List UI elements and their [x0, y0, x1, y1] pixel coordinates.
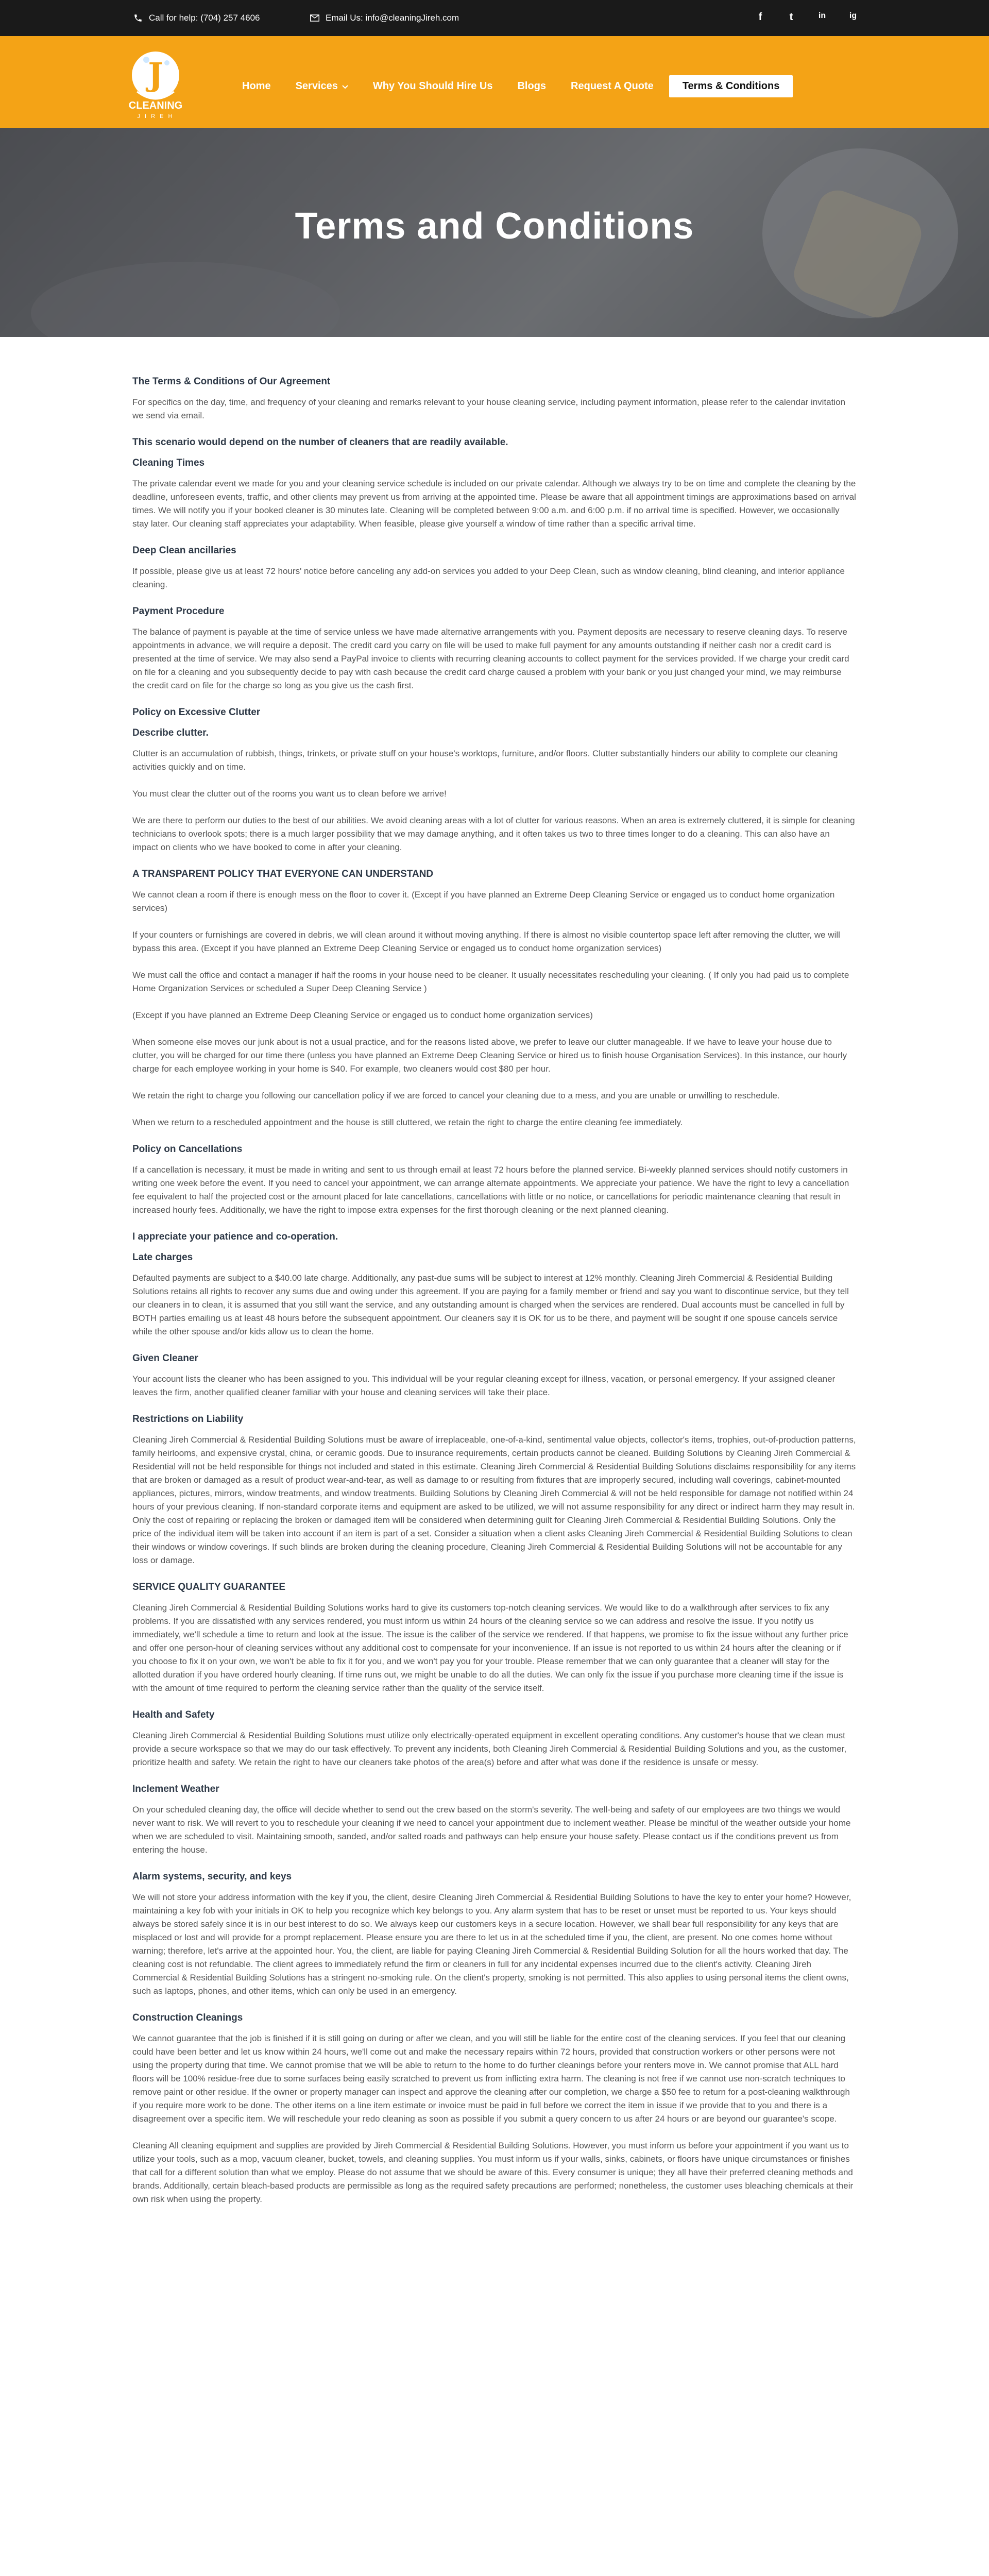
mail-icon [309, 12, 320, 24]
linkedin-icon[interactable]: in [818, 11, 826, 20]
section-heading: Policy on Cancellations [132, 1144, 243, 1155]
social-links [755, 11, 859, 23]
section-heading: Policy on Excessive Clutter [132, 707, 261, 718]
section-heading: Health and Safety [132, 1709, 215, 1720]
phone-text: Call for help: (704) 257 4606 [149, 13, 260, 23]
section-paragraph: We cannot clean a room if there is enough mess on the floor to cover it. (Except if you have planned an Extreme Deep Cleaning Service or engaged us to conduct home organization services) [132, 890, 835, 913]
section-heading: This scenario would depend on the number of cleaners that are readily available. [132, 437, 508, 448]
section-heading: Construction Cleanings [132, 2012, 243, 2023]
nav-services-label: Services [295, 80, 338, 92]
section-heading: Restrictions on Liability [132, 1414, 244, 1425]
phone-icon [132, 12, 144, 24]
svg-text:CLEANING: CLEANING [128, 100, 183, 111]
main-nav [242, 76, 793, 96]
nav-request-quote[interactable]: Request A Quote [571, 80, 654, 92]
section-paragraph: On your scheduled cleaning day, the office will decide whether to send out the crew based on the storm's severity. The well-being and safety of our employees are two things we would never want to risk. We will revert to you to reschedule your cleaning if we need to cancel your appointment due to inclement weather. Please be mindful of the weather outside your home when we are scheduled to visit. Maintaining smooth, sanded, and/or salted roads and pathways can help ensure your house safety. Please contact us if the conditions prevent us from entering the house. [132, 1805, 851, 1855]
section-paragraph: Clutter is an accumulation of rubbish, things, trinkets, or private stuff on your house's worktops, furniture, and/or floors. Clutter substantially hinders our ability to complete our cleaning activities quickly and on time. [132, 749, 838, 772]
section-paragraph: We retain the right to charge you following our cancellation policy if we are forced to cancel your cleaning due to a mess, and you are unable or unwilling to reschedule. [132, 1091, 780, 1100]
section-heading: Cleaning Times [132, 457, 205, 468]
section-heading: A TRANSPARENT POLICY THAT EVERYONE CAN UNDERSTAND [132, 869, 434, 879]
section-heading: Inclement Weather [132, 1784, 219, 1794]
section-paragraph: The private calendar event we made for you and your cleaning service schedule is included on our private calendar. Although we always try to be on time and complete the cleaning by the deadline, unforeseen events, traffic, and other clients may prevent us from arriving at the appointed time. Please be aware that all appointment timings are approximations based on arrival times. We will notify you if your booked cleaner is 30 minutes late. Cleaning will be completed between 9:00 a.m. and 6:00 p.m. if no arrival time is specified. However, we occasionally stay later. Our cleaning staff appreciates your adaptability. When feasible, please give yourself a window of time rather than a specific arrival time. [132, 479, 856, 529]
section-paragraph: For specifics on the day, time, and frequency of your cleaning and remarks relevant to your house cleaning service, including payment information, please refer to the calendar invitation we send via email. [132, 397, 846, 420]
section-paragraph: When someone else moves our junk about is not a usual practice, and for the reasons listed above, we prefer to leave our clutter manageable. If we have to leave your house due to clutter, you will be charged for our time there (unless you have planned an Extreme Deep Cleaning Service or hired us to finish house Organisation Services). In this instance, our hourly charge for each employee working in your home is $40. For example, two cleaners would cost $80 per hour. [132, 1037, 847, 1074]
section-paragraph: You must clear the clutter out of the rooms you want us to clean before we arrive! [132, 789, 447, 799]
twitter-icon[interactable]: t [789, 11, 793, 23]
nav-blogs[interactable]: Blogs [517, 80, 547, 92]
section-paragraph: When we return to a rescheduled appointment and the house is still cluttered, we retain the right to charge the entire cleaning fee immediately. [132, 1117, 683, 1127]
page-hero [0, 128, 989, 337]
svg-text:J I R E H: J I R E H [137, 113, 174, 120]
section-heading: The Terms & Conditions of Our Agreement [132, 376, 331, 387]
section-heading: Alarm systems, security, and keys [132, 1871, 292, 1882]
section-heading: I appreciate your patience and co-operation. [132, 1231, 338, 1242]
section-paragraph: If possible, please give us at least 72 hours' notice before canceling any add-on services you added to your Deep Clean, such as window cleaning, blind cleaning, and interior appliance cleaning. [132, 566, 845, 589]
phone-link[interactable] [132, 11, 260, 25]
page-title: Terms and Conditions [295, 206, 694, 247]
site-header [0, 36, 989, 128]
section-paragraph: Cleaning All cleaning equipment and supplies are provided by Jireh Commercial & Residential Building Solutions. However, you must inform us before your appointment if you want us to utilize your tools, such as a mop, vacuum cleaner, bucket, towels, and cleaning supplies. You must inform us if your walls, sinks, cabinets, or floors have unique circumstances or finishes that call for a different solution than what we employ. Please do not assume that we should be aware of this. Every consumer is unique; they all have their preferred cleaning methods and brands. Additionally, certain bleach-based products are permissible as long as the required safety precautions are performed; nonetheless, the customer uses bleaching chemicals at their own risk when using the property. [132, 2141, 854, 2204]
section-heading: Payment Procedure [132, 606, 225, 617]
facebook-icon[interactable]: f [758, 11, 762, 23]
instagram-icon[interactable]: ig [849, 11, 857, 20]
section-heading: Describe clutter. [132, 727, 209, 738]
nav-terms[interactable]: Terms & Conditions [669, 75, 793, 97]
section-paragraph: Defaulted payments are subject to a $40.00 late charge. Additionally, any past-due sums will be subject to interest at 12% monthly. Cleaning Jireh Commercial & Residential Building Solutions retains all rights to recover any sums due and owing under this agreement. If you are paying for a family member or friend and say you want to discontinue service, but they tell our cleaners in to clean, it is assumed that you still want the service, and any outstanding amount is charged when the services are rendered. Dual accounts must be cancelled in full by BOTH parties emailing us at least 48 hours before the subsequent appointment. Our cleaners say it is OK for us to be there, and payment will be sought if one spouse cancels service while the other spouse and/or kids allow us to clean the home. [132, 1273, 849, 1336]
section-paragraph: Cleaning Jireh Commercial & Residential Building Solutions must be aware of irreplaceable, one-of-a-kind, sentimental value objects, collector's items, trophies, out-of-production patterns, family heirlooms, and expensive crystal, china, or ceramic goods. Due to insurance requirements, certain products cannot be cleaned. Building Solutions by Cleaning Jireh Commercial & Residential will not be held responsible for things not included and stated in this estimate. Cleaning Jireh Commercial & Residential Building Solutions disclaims responsibility for any items that are broken or damaged as a result of product wear-and-tear, as well as damage to or resulting from fixtures that are improperly secured, including wall coverings, cabinet-mounted appliances, pictures, mirrors, window treatments, and window treatments. Building Solutions by Cleaning Jireh Commercial & will not be held responsible for damage not notified within 24 hours of your previous cleaning. If non-standard corporate items and equipment are asked to be utilized, we will not assume responsibility for any direct or indirect harm they may result in. Only the cost of repairing or replacing the broken or damaged item will be considered when determining guilt for Cleaning Jireh Commercial & Residential Building Solutions. Only the price of the individual item will be taken into account if an item is part of a set. Consider a situation when a client asks Cleaning Jireh Commercial & Residential Building Solutions to clean their windows or window coverings. If such blinds are broken during the cleaning procedure, Cleaning Jireh Commercial & Residential Building Solutions will not be accountable for any loss or damage. [132, 1435, 856, 1565]
section-paragraph: (Except if you have planned an Extreme Deep Cleaning Service or engaged us to conduct home organization services) [132, 1010, 593, 1020]
section-paragraph: Your account lists the cleaner who has been assigned to you. This individual will be your regular cleaning except for illness, vacation, or personal emergency. If your assigned cleaner leaves the firm, another qualified cleaner familiar with your house and cleaning services will take their place. [132, 1374, 835, 1397]
section-paragraph: We will not store your address information with the key if you, the client, desire Cleaning Jireh Commercial & Residential Building Solutions to have the key to enter your home? However, maintaining a key fob with your initials in OK to help you recognize which key belongs to you. Any alarm system that has to be reset or unset must be reported to us. Your keys should always be stored safely since it is in our best interest to do so. We always keep our customers keys in a secure location. However, we shall bear full responsibility for any keys that are misplaced or lost and will provide for a prompt replacement. Please ensure you are there to let us in at the scheduled time if you, the client, are present. No one comes home without warning; therefore, let's arrive at the appointed hour. You, the client, are liable for paying Cleaning Jireh Commercial & Residential Building Solution for all the hours worked that day. The cleaning cost is not refundable. The client agrees to immediately refund the firm or cleaners in full for any incidental expenses incurred due to the client's activity. Cleaning Jireh Commercial & Residential Building Solutions has a stringent no-smoking rule. On the client's property, smoking is not permitted. This also applies to using personal items the client owns, such as laptops, phones, and other items, which can only be used in an emergency. [132, 1892, 851, 1996]
section-paragraph: Cleaning Jireh Commercial & Residential Building Solutions must utilize only electrically-operated equipment in excellent operating conditions. Any customer's house that we clean must provide a secure workspace so that we may do our task effectively. To prevent any incidents, both Cleaning Jireh Commercial & Residential Building Solutions and you, as the customer, prioritize health and safety. We retain the right to have our cleaners take photos of the area(s) before and after what was done if the residence is unsafe or messy. [132, 1731, 847, 1767]
section-paragraph: If a cancellation is necessary, it must be made in writing and sent to us through email at least 72 hours before the planned service. Bi-weekly planned services should notify customers in writing one week before the event. If you need to cancel your appointment, we can arrange alternate appointments. We appreciate your patience. We have the right to levy a cancellation fee equivalent to half the projected cost or the amount placed for late cancellations, cancellations with little or no notice, or cancellations for periodic maintenance cleaning that result in increased hourly fees. Additionally, we have the right to impose extra expenses for the first thorough cleaning or the next planned cleaning. [132, 1165, 849, 1215]
chevron-down-icon [342, 80, 348, 92]
section-paragraph: We must call the office and contact a manager if half the rooms in your house need to be cleaner. It usually necessitates rescheduling your cleaning. ( If only you had paid us to complete Home Organization Services or scheduled a Super Deep Cleaning Service ) [132, 970, 849, 993]
email-link[interactable] [309, 11, 459, 25]
email-text: Email Us: info@cleaningJireh.com [326, 13, 459, 23]
section-heading: Late charges [132, 1252, 193, 1263]
section-paragraph: If your counters or furnishings are covered in debris, we will clean around it without moving anything. If there is almost no visible countertop space left after removing the clutter, we will bypass this area. (Except if you have planned an Extreme Deep Cleaning Service or engaged us to conduct home organization services) [132, 930, 840, 953]
nav-home[interactable]: Home [242, 80, 271, 92]
section-paragraph: We are there to perform our duties to the best of our abilities. We avoid cleaning areas with a lot of clutter for various reasons. When an area is extremely cluttered, it is simple for cleaning technicians to overlook spots; there is a much larger possibility that we may damage anything, and it often takes us two to three times longer to do a cleaning. This can also have an impact on clients who we have booked to come in after your cleaning. [132, 816, 855, 852]
nav-why-hire-us[interactable]: Why You Should Hire Us [372, 80, 493, 92]
terms-content [132, 375, 856, 2219]
section-heading: Deep Clean ancillaries [132, 545, 236, 556]
section-heading: SERVICE QUALITY GUARANTEE [132, 1582, 286, 1592]
section-heading: Given Cleaner [132, 1353, 198, 1364]
section-paragraph: The balance of payment is payable at the time of service unless we have made alternative arrangements with you. Payment deposits are necessary to reserve cleaning days. To reserve appointments in advance, we will require a deposit. The credit card you carry on file will be used to make full payment for any amounts outstanding if neither cash nor a credit card is presented at the time of service. We may also send a PayPal invoice to clients with recurring cleaning accounts to collect payment for the services provided. If we charge your credit card on file for a cleaning and you subsequently decide to pay with cash because the credit card charge caused a problem with your bank or you just changed your mind, we may reimburse the credit card on file for the charge so long as you give us the cash first. [132, 627, 849, 690]
section-paragraph: Cleaning Jireh Commercial & Residential Building Solutions works hard to give its customers top-notch cleaning services. We would like to do a walkthrough after services to fix any problems. If you are dissatisfied with any services rendered, you must inform us within 24 hours of the cleaning service so we can address and resolve the issue. If you notify us immediately, we'll schedule a time to return and look at the issue. The issue is the caliber of the service we rendered. If that happens, we promise to fix the issue without any further price and offer one person-hour of cleaning services without any additional cost to compensate for your inconvenience. If an issue is not reported to us within 24 hours after the cleaning or if you choose to fix it on your own, we won't be able to fix it for you, and we won't pay you for your trouble. Please remember that we can only guarantee that a cleaner will stay for the allotted duration if you have ordered hourly cleaning. If time runs out, we might be unable to do all the duties. We can only fix the issue if you purchase more cleaning time if the issue is with the amount of time required to perform the cleaning service rather than the quality of the service itself. [132, 1603, 848, 1693]
svg-text:J: J [148, 56, 163, 93]
nav-services[interactable] [296, 80, 348, 92]
site-logo[interactable] [116, 44, 195, 121]
section-paragraph: We cannot guarantee that the job is finished if it is still going on during or after we clean, and you will still be liable for the entire cost of the cleaning services. If you feel that our cleaning could have been better and let us know within 24 hours, we'll come out and make the necessary repairs within 72 hours, provided that construction workers or other persons were not using the property during that time. We cannot promise that we will be able to return to the home to do further cleanings before your renters move in. We cannot promise that ALL hard floors will be 100% residue-free due to some surfaces being easily scratched to prevent us from inflicting extra harm. The cleaning is not free if we cannot use non-scratch techniques to remove paint or other residue. If the owner or property manager can inspect and approve the cleaning after our completion, we charge a $50 fee to return for a post-cleaning walkthrough if you require more work to be done. The other items on a line item estimate or invoice must be paid in full before we correct the item in issue if we provide that to you and there is a disagreement over a specific item. We will reschedule your redo cleaning as soon as possible if you submit a query concern to us after 24 hours or are beyond our guarantee's scope. [132, 2033, 850, 2124]
top-bar [0, 0, 989, 36]
